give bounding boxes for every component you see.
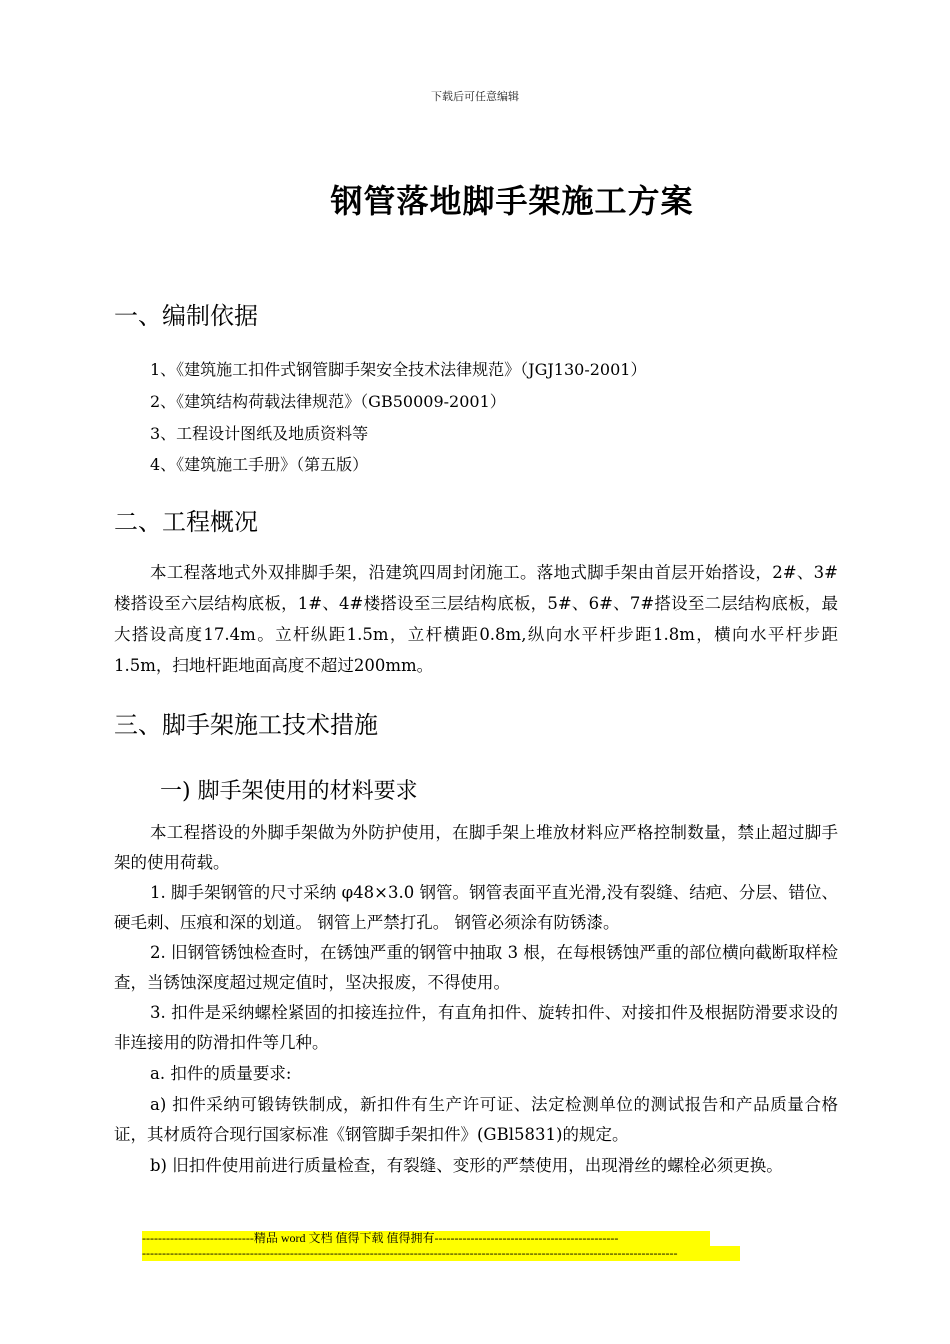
footer-banner-line1: ----------------------------精品 word 文档 值得下载 值得拥有---------------------------------------------- [142,1231,710,1246]
section1-item: 1、《建筑施工扣件式钢管脚手架安全技术法律规范》（JGJ130-2001） [150,360,647,379]
header-note: 下载后可任意编辑 [431,90,519,103]
section3-paragraph: 1. 脚手架钢管的尺寸采纳 φ48×3.0 钢管。钢管表面平直光滑,没有裂缝、结疤、分层、错位、硬毛刺、压痕和深的划道。 钢管上严禁打孔。 钢管必须涂有防锈漆。 [114,883,838,932]
section3-paragraph: a) 扣件采纳可锻铸铁制成，新扣件有生产许可证、法定检测单位的测试报告和产品质量合格证，其材质符合现行国家标准《钢管脚手架扣件》(GBl5831)的规定。 [114,1095,838,1144]
section1-item: 4、《建筑施工手册》（第五版） [150,455,369,474]
section3-paragraph: a. 扣件的质量要求: [150,1064,292,1083]
section2-paragraph: 本工程落地式外双排脚手架，沿建筑四周封闭施工。落地式脚手架由首层开始搭设，2#、3#楼搭设至六层结构底板，1#、4#楼搭设至三层结构底板，5#、6#、7#搭设至二层结构底板，最大搭设高度17.4m。立杆纵距1.5m，立杆横距0.8m,纵向水平杆步距1.8m，横向水平杆步距1.5m，扫地杆距地面高度不超过200mm。 [114,563,838,675]
section3-paragraph: b) 旧扣件使用前进行质量检查，有裂缝、变形的严禁使用，出现滑丝的螺栓必须更换。 [150,1156,783,1175]
section3-paragraph: 2. 旧钢管锈蚀检查时，在锈蚀严重的钢管中抽取 3 根，在每根锈蚀严重的部位横向截断取样检查，当锈蚀深度超过规定值时，坚决报废，不得使用。 [114,943,838,992]
section1-item: 3、工程设计图纸及地质资料等 [150,424,369,443]
section3-heading: 三、脚手架施工技术措施 [114,711,378,739]
section3-subheading: 一) 脚手架使用的材料要求 [160,779,418,804]
document-title: 钢管落地脚手架施工方案 [330,182,694,220]
footer-banner-line2: -------------------------------------------------------------------------------------------------------------------------------------- [142,1246,740,1261]
section1-heading: 一、编制依据 [114,302,258,330]
section3-paragraph: 3. 扣件是采纳螺栓紧固的扣接连拉件，有直角扣件、旋转扣件、对接扣件及根据防滑要求设的非连接用的防滑扣件等几种。 [114,1003,838,1052]
section3-paragraph: 本工程搭设的外脚手架做为外防护使用，在脚手架上堆放材料应严格控制数量，禁止超过脚手架的使用荷载。 [114,823,838,872]
section2-heading: 二、工程概况 [114,508,258,536]
section1-item: 2、《建筑结构荷载法律规范》（GB50009-2001） [150,392,506,411]
